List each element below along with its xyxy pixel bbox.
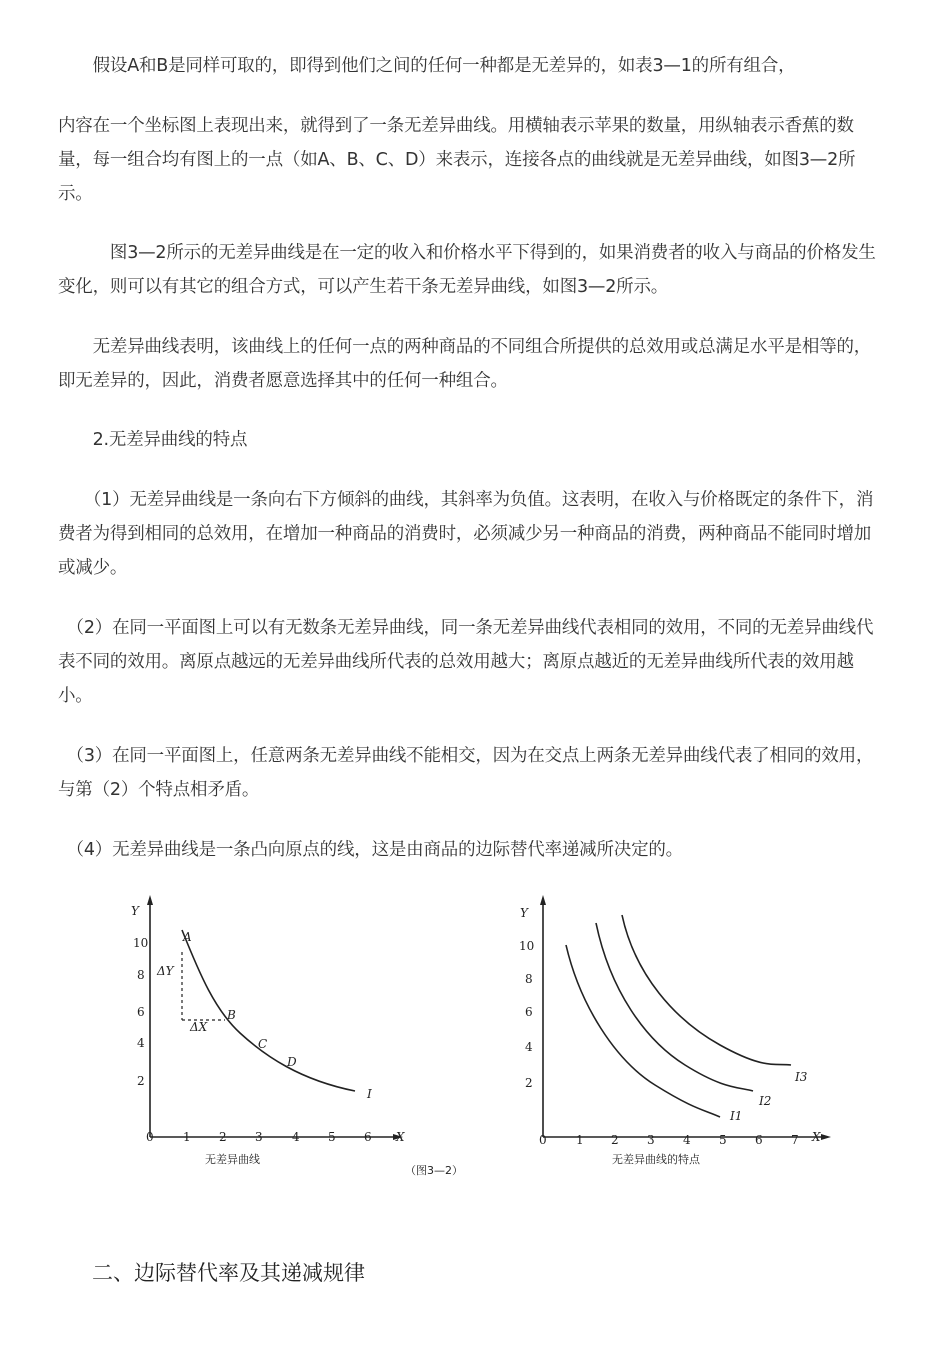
right-y-tick: 2 [525, 1076, 533, 1090]
right-y-tick: 8 [525, 972, 533, 986]
left-y-arrow-icon [147, 895, 153, 905]
right-x-tick: 3 [647, 1133, 655, 1147]
delta-y-label: ΔY [157, 964, 174, 978]
left-curve-label: I [367, 1087, 372, 1101]
left-y-tick: 6 [137, 1005, 145, 1019]
left-x-tick: 3 [255, 1130, 263, 1144]
left-x-tick: 1 [183, 1130, 191, 1144]
curve-label-i1: I1 [730, 1109, 743, 1123]
paragraph-3: 图3—2所示的无差异曲线是在一定的收入和价格水平下得到的，如果消费者的收入与商品的价格发生变化，则可以有其它的组合方式，可以产生若干条无差异曲线，如图3—2所示。 [58, 243, 876, 297]
right-x-tick: 6 [755, 1133, 763, 1147]
right-x-arrow-icon [821, 1134, 831, 1140]
left-x-tick: 5 [328, 1130, 336, 1144]
left-y-tick: 8 [137, 968, 145, 982]
figure-3-2 [115, 895, 845, 1185]
left-y-tick: 2 [137, 1074, 145, 1088]
paragraph-feature-1: （1）无差异曲线是一条向右下方倾斜的曲线，其斜率为负值。这表明，在收入与价格既定的条件下，消费者为得到相同的总效用，在增加一种商品的消费时，必须减少另一种商品的消费，两种商品不能同时增加或减少。 [58, 490, 874, 578]
curve-label-i3: I3 [795, 1070, 808, 1084]
point-label-c: C [258, 1037, 268, 1051]
point-label-b: B [227, 1008, 236, 1022]
left-chart-subtitle: 无差异曲线 [205, 1153, 260, 1166]
point-label-a: A [183, 930, 192, 944]
right-y-tick: 4 [525, 1040, 533, 1054]
left-x-tick: 2 [219, 1130, 227, 1144]
left-x-tick: 4 [292, 1130, 300, 1144]
subheading-features: 2.无差异曲线的特点 [58, 430, 248, 450]
paragraph-4: 无差异曲线表明，该曲线上的任何一点的两种商品的不同组合所提供的总效用或总满足水平是相等的，即无差异的，因此，消费者愿意选择其中的任何一种组合。 [58, 337, 872, 391]
right-x-tick: 1 [576, 1133, 584, 1147]
paragraph-2: 内容在一个坐标图上表现出来，就得到了一条无差异曲线。用横轴表示苹果的数量，用纵轴表示香蕉的数量，每一组合均有图上的一点（如A、B、C、D）来表示，连接各点的曲线就是无差异曲线，如图3—2所示。 [58, 116, 856, 204]
right-y-tick: 6 [525, 1005, 533, 1019]
left-y-tick: 4 [137, 1036, 145, 1050]
right-y-label: Y [520, 906, 528, 920]
left-y-tick: 10 [133, 936, 149, 950]
figure-caption: （图3—2） [405, 1164, 463, 1177]
figure-svg [115, 895, 845, 1185]
section-heading: 二、边际替代率及其递减规律 [92, 1261, 365, 1285]
delta-x-label: ΔX [190, 1020, 208, 1034]
paragraph-feature-4: （4）无差异曲线是一条凸向原点的线，这是由商品的边际替代率递减所决定的。 [58, 840, 683, 860]
indifference-curve-i2 [596, 923, 753, 1091]
curve-label-i2: I2 [759, 1094, 772, 1108]
paragraph-feature-2: （2）在同一平面图上可以有无数条无差异曲线，同一条无差异曲线代表相同的效用，不同的无差异曲线代表不同的效用。离原点越远的无差异曲线所代表的总效用越大；离原点越近的无差异曲线所代表的效用越小。 [58, 618, 874, 706]
right-x-tick: 5 [719, 1133, 727, 1147]
left-x-tick: 0 [146, 1130, 154, 1144]
right-chart-subtitle: 无差异曲线的特点 [612, 1153, 700, 1166]
right-y-arrow-icon [540, 895, 546, 905]
paragraph-feature-3: （3）在同一平面图上，任意两条无差异曲线不能相交，因为在交点上两条无差异曲线代表了相同的效用，与第（2）个特点相矛盾。 [58, 746, 874, 800]
indifference-curve-i3 [622, 915, 791, 1065]
right-x-tick: 2 [611, 1133, 619, 1147]
right-x-tick: 4 [683, 1133, 691, 1147]
right-chart [519, 895, 831, 1166]
right-x-tick: 7 [791, 1133, 799, 1147]
left-x-tick: 6 [364, 1130, 372, 1144]
right-x-label: X [812, 1130, 821, 1144]
point-label-d: D [287, 1055, 297, 1069]
right-y-tick: 10 [519, 939, 535, 953]
left-y-label: Y [131, 904, 139, 918]
right-x-tick: 0 [539, 1133, 547, 1147]
left-x-label: X [396, 1130, 405, 1144]
paragraph-1: 假设A和B是同样可取的，即得到他们之间的任何一种都是无差异的，如表3—1的所有组合， [58, 56, 796, 76]
left-indifference-curve [182, 930, 355, 1091]
left-chart [131, 895, 405, 1166]
